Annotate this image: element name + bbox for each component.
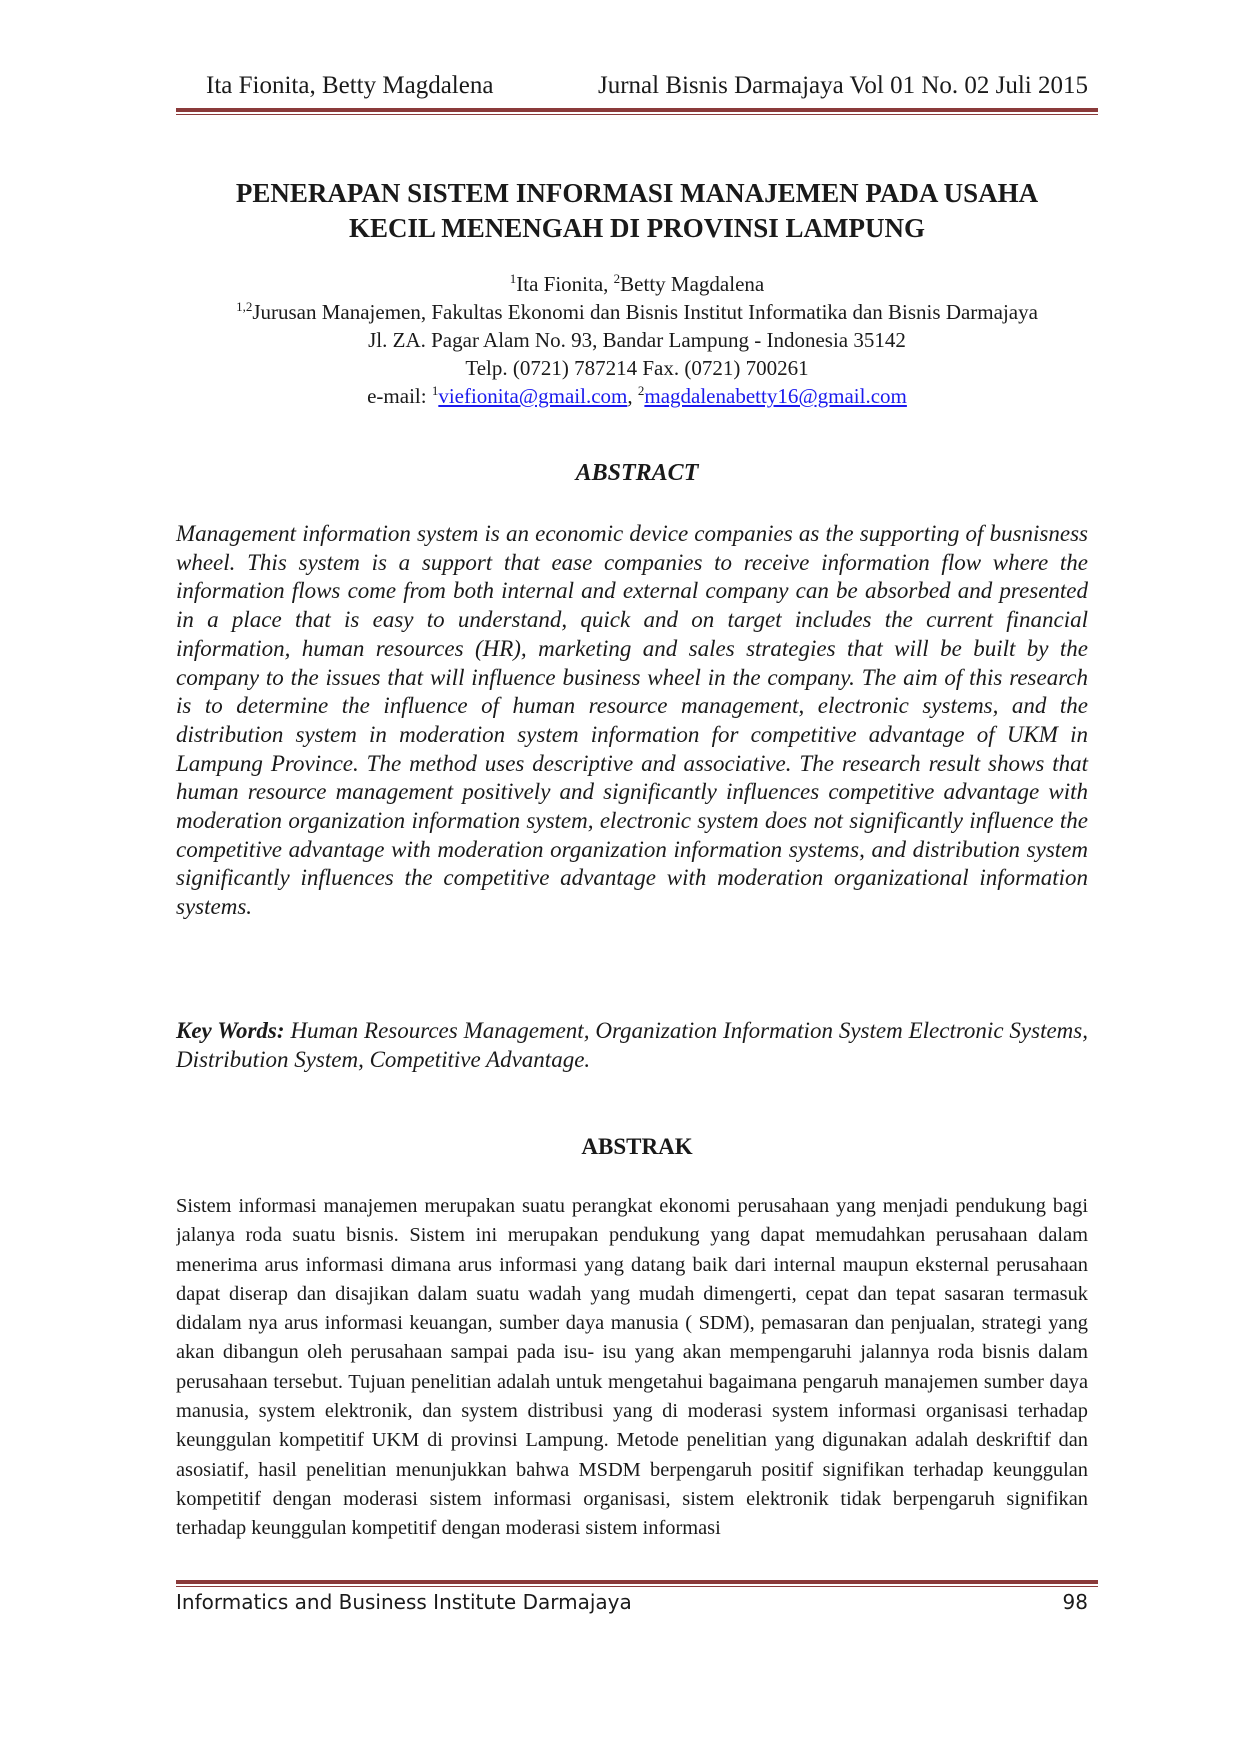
email-link-2[interactable]: magdalenabetty16@gmail.com <box>644 384 907 408</box>
author-names <box>176 270 1098 298</box>
footer-rule <box>176 1580 1098 1584</box>
header-authors: Ita Fionita, Betty Magdalena <box>206 72 494 99</box>
affiliation-sup: 1,2 <box>236 299 253 314</box>
affiliation <box>176 298 1098 326</box>
phone-fax: Telp. (0721) 787214 Fax. (0721) 700261 <box>465 356 809 380</box>
title-line-2: KECIL MENENGAH DI PROVINSI LAMPUNG <box>348 213 926 243</box>
abstract-heading: ABSTRACT <box>575 460 699 486</box>
keywords-label: Key Words: <box>176 1018 285 1043</box>
author-name-1: Ita Fionita, <box>516 272 614 296</box>
running-header <box>176 72 1098 106</box>
footer-institution: Informatics and Business Institute Darmajaya <box>176 1590 632 1614</box>
email-line <box>176 382 1098 410</box>
authors-block <box>176 270 1098 410</box>
title-line-1: PENERAPAN SISTEM INFORMASI MANAJEMEN PADA USAHA <box>235 178 1039 208</box>
author-name-2: Betty Magdalena <box>620 272 765 296</box>
page-footer <box>176 1590 1088 1620</box>
abstract-body: Management information system is an economic device companies as the supporting of busnisness wheel. This system is a support that ease companies to receive information flow where the information flows come from both internal and external company can be absorbed and presented in a place that is easy to understand, quick and on target includes the current financial information, human resources (HR), marketing and sales strategies that will be built by the company to the issues that will influence business wheel in the company. The aim of this research is to determine the influence of human resource management, electronic systems, and the distribution system in moderation system information for competitive advantage of UKM in Lampung Province. The method uses descriptive and associative. The research result shows that human resource management positively and significantly influences competitive advantage with moderation organization information system, electronic system does not significantly influence the competitive advantage with moderation organization information systems, and distribution system significantly influences the competitive advantage with moderation organizational information systems. <box>176 521 1088 920</box>
author-sup-1: 1 <box>509 271 517 286</box>
abstrak-body: Sistem informasi manajemen merupakan suatu perangkat ekonomi perusahaan yang menjadi pendukung bagi jalanya roda suatu bisnis. Sistem ini merupakan pendukung yang dapat memudahkan perusahaan dalam menerima arus informasi dimana arus informasi yang datang baik dari internal maupun eksternal perusahaan dapat diserap dan disajikan dalam suatu wadah yang mudah dimengerti, cepat dan tepat sasaran termasuk didalam nya arus informasi keuangan, sumber daya manusia ( SDM), pemasaran dan penjualan, strategi yang akan dibangun oleh perusahaan sampai pada isu- isu yang akan mempengaruhi jalannya roda bisnis dalam perusahaan tersebut. Tujuan penelitian adalah untuk mengetahui bagaimana pengaruh manajemen sumber daya manusia, system elektronik, dan system distribusi yang di moderasi system informasi organisasi terhadap keunggulan kompetitif UKM di provinsi Lampung. Metode penelitian yang digunakan adalah deskriftif dan asosiatif, hasil penelitian menunjukkan bahwa MSDM berpengaruh positif signifikan terhadap keunggulan kompetitif dengan moderasi sistem informasi organisasi, sistem elektronik tidak berpengaruh signifikan terhadap keunggulan kompetitif dengan moderasi sistem informasi <box>176 1195 1088 1540</box>
abstrak-heading: ABSTRAK <box>581 1134 693 1159</box>
page-number: 98 <box>1062 1590 1088 1614</box>
keywords-text: Human Resources Management, Organization Information System Electronic Systems, Distribution System, Competitive Advantage. <box>176 1018 1088 1072</box>
paper-title <box>176 176 1098 246</box>
affiliation-text: Jurusan Manajemen, Fakultas Ekonomi dan Bisnis Institut Informatika dan Bisnis Darmajaya <box>252 300 1038 324</box>
author-sup-2: 2 <box>613 271 621 286</box>
header-journal: Jurnal Bisnis Darmajaya Vol 01 No. 02 Juli 2015 <box>597 72 1088 99</box>
address: Jl. ZA. Pagar Alam No. 93, Bandar Lampung - Indonesia 35142 <box>368 328 906 352</box>
keywords <box>176 1016 1088 1074</box>
header-rule-thin <box>176 114 1098 115</box>
email-link-1[interactable]: viefionita@gmail.com <box>438 384 628 408</box>
email-label: e-mail: <box>367 384 432 408</box>
email-sup-2: 2 <box>637 383 645 398</box>
footer-rule-thin <box>176 1586 1098 1587</box>
email-separator: , <box>627 384 638 408</box>
header-rule <box>176 108 1098 112</box>
email-sup-1: 1 <box>431 383 439 398</box>
